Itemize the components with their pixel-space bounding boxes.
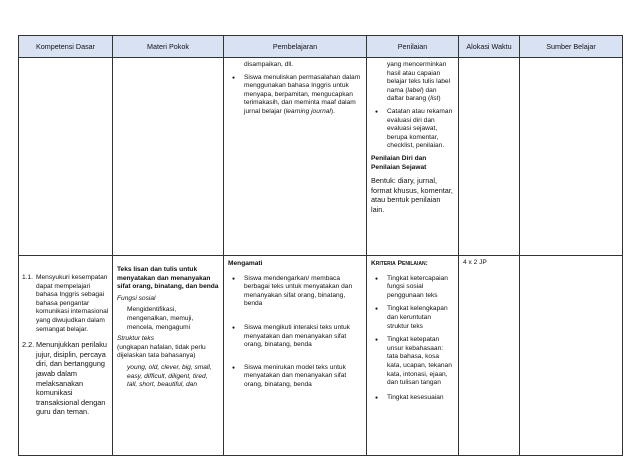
alokasi-cell xyxy=(459,58,520,256)
sumber-cell xyxy=(520,58,623,256)
list-item: ● Catatan atau rekaman evaluasi diri dan evaluasi sejawat, berupa komentar, checklist, penilaian. xyxy=(371,108,454,151)
pembelajaran-cell xyxy=(224,58,367,256)
penilaian-cell xyxy=(367,58,459,256)
penilaian-diri-heading: Penilaian Diri dan Penilaian Sejawat xyxy=(371,154,427,171)
header-pembelajaran: Pembelajaran xyxy=(224,36,367,58)
header-sumber-belajar: Sumber Belajar xyxy=(520,36,623,58)
header-penilaian: Penilaian xyxy=(367,36,459,58)
kd-cell xyxy=(19,256,113,456)
pembelajaran-continuation: disampaikan, dll. xyxy=(244,61,294,68)
fungsi-sosial-label: Fungsi sosial xyxy=(117,294,156,302)
alokasi-cell xyxy=(459,256,520,456)
pembelajaran-cell xyxy=(224,256,367,456)
materi-cell xyxy=(113,256,224,456)
kd-item: 2.2. Menunjukkan perilaku jujur, disiplin, percaya diri, dan bertanggung jawab dalam melaksanakan komunikasi transaksional dengan guru dan teman. xyxy=(22,340,107,417)
syllabus-table xyxy=(18,35,623,456)
penilaian-cell xyxy=(367,256,459,456)
kd-cell xyxy=(19,58,113,256)
struktur-teks-label: Struktur teks xyxy=(117,335,155,343)
penilaian-continuation: yang mencerminkan hasil atau capaian belajar teks tulis label nama (label) dan daftar barang (list) xyxy=(387,61,451,103)
header-row xyxy=(19,36,623,58)
header-kompetensi-dasar: Kompetensi Dasar xyxy=(19,36,113,58)
list-item: ● Siswa menirukan model teks untuk menyatakan dan menanyakan sifat orang, binatang, benda xyxy=(228,364,362,390)
kd-item: 1.1. Mensyukuri kesempatan dapat mempelajari bahasa Inggris sebagai bahasa pengantar komunikasi internasional yang diwujudkan dalam semangat belajar. xyxy=(22,274,109,333)
alokasi-value: 4 x 2 JP xyxy=(463,259,487,266)
materi-cell xyxy=(113,58,224,256)
mengamati-heading: Mengamati xyxy=(228,260,263,267)
list-item: ● Siswa menuliskan permasalahan dalam menggunakan bahasa Inggris untuk menyapa, berpamitan, mengucapkan terimakasih, dan meminta maaf dalam jurnal belajar (learning journal). xyxy=(228,74,362,117)
list-item: ● Tingkat ketercapaian fungsi sosial penggunaan teks xyxy=(371,275,454,301)
fungsi-sosial-text: Mengidentifikasi, mengenalkan, memuji, mencela, mengagumi xyxy=(127,306,194,331)
bentuk-text: Bentuk: diary, jurnal, format khusus, komentar, atau bentuk penilaian lain. xyxy=(371,176,453,214)
materi-title: Teks lisan dan tulis untuk menyatakan dan menanyakan sifat orang, binatang, dan benda xyxy=(117,266,219,291)
sumber-cell xyxy=(520,256,623,456)
kriteria-heading: Kriteria Penilaian: xyxy=(371,260,428,267)
struktur-teks-text: (ungkapan hafalan, tidak perlu dijelaskan tata bahasanya) xyxy=(117,343,206,360)
table-row xyxy=(19,256,623,456)
table-row xyxy=(19,58,623,256)
list-item: ● Tingkat kelengkapan dan keruntutan struktur teks xyxy=(371,305,454,331)
header-alokasi-waktu: Alokasi Waktu xyxy=(459,36,520,58)
list-item: ● Siswa mengikuti interaksi teks untuk menyatakan dan menanyakan sifat orang, binatang, benda xyxy=(228,324,362,350)
examples-text: young, old, clever, big, small, easy, difficult, diligent, tired, tall, short, beautiful, dan xyxy=(127,363,212,389)
header-materi-pokok: Materi Pokok xyxy=(113,36,224,58)
list-item: ● Siswa mendengarkan/ membaca berbagai teks untuk menyatakan dan menanyakan sifat orang, binatang, benda xyxy=(228,275,362,309)
list-item: ● Tingkat kesesuaian xyxy=(371,394,454,403)
list-item: ● Tingkat ketepatan unsur kebahasaan: tata bahasa, kosa kata, ucapan, tekanan kata, intonasi, ejaan, dan tulisan tangan xyxy=(371,336,454,388)
